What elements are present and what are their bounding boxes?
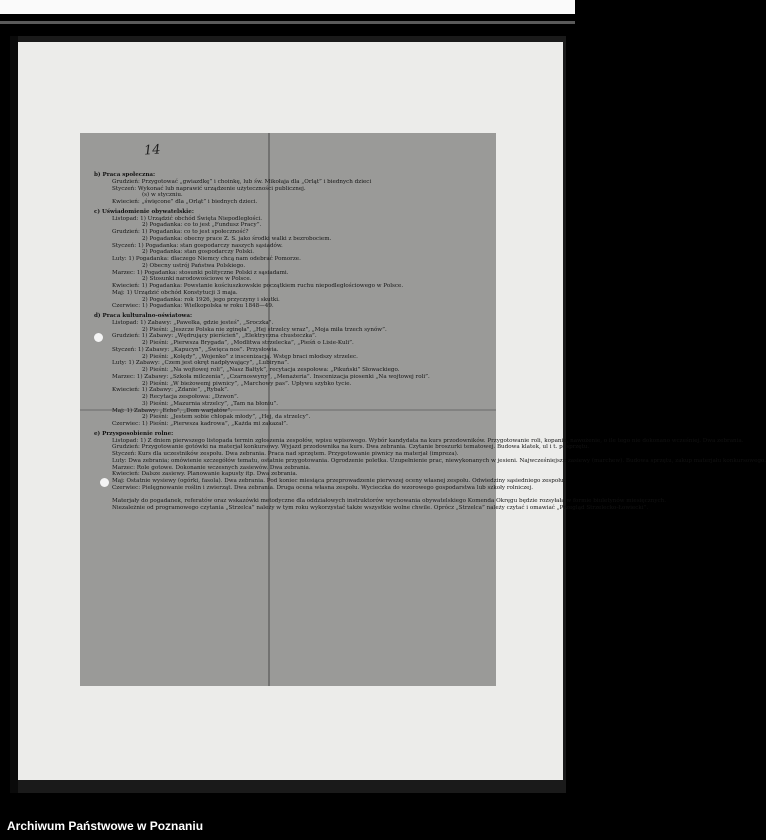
section-line: Kwiecień: 1) Pogadanka: Powstanie kościuszkowskie początkiem ruchu niepodległościowego w Polsce. bbox=[112, 283, 404, 289]
section-line: Marzec: 1) Pogadanka: stosunki polityczne Polski z sąsiadami. bbox=[112, 269, 289, 276]
section-line: Listopad: 1) Urządzić obchód Święta Niepodległości. bbox=[112, 215, 263, 222]
section-line: 2) Pogadanka: obecny prace Z. S. jako środki walki z bezrobociem. bbox=[142, 235, 332, 242]
section-line: Grudzień: Przygotowanie gotówki na materjał konkursowy. Wyjazd przodownika na kurs. Dwa zebrania. Czytanie broszurki tematowej. Budowa klatek, ul i t. p. sprzętu. bbox=[112, 444, 590, 451]
section-line: Czerwiec: Pielęgnowanie roślin i zwierząt. Dwa zebrania. Druga ocena własna zespołu. Wycieczka do wzorowego gospodarstwa lub szkoły rolniczej. bbox=[112, 484, 533, 491]
punch-hole bbox=[94, 333, 103, 342]
section-line: Grudzień: Przygotować „gwiazdkę” i choinkę, lub św. Mikołaja dla „Orląt” i biednych dzieci bbox=[112, 178, 372, 185]
archive-label: Archiwum Państwowe w Poznaniu bbox=[7, 819, 204, 833]
section-line: Marzec: 1) Zabawy: „Szkoła milczenia”, „Czarnoswyny”, „Menażeria”. Inscenizacja piosenki „Na wojtowej roli”. bbox=[112, 373, 430, 380]
section-line: 2) Pieśni: „Kolędy”, „Wojenko” z inscenizacją. Wstęp braci młodszy strzelec. bbox=[142, 353, 358, 360]
document-sheet bbox=[80, 133, 766, 686]
top-film-edge bbox=[0, 0, 575, 14]
section-line: Styczeń: Wykonać lub naprawić urządzenie użyteczności publicznej. bbox=[112, 185, 306, 192]
section-line: Maj: Ostatnie wysiewy (ogórki, fasola). Dwa zebrania. Pod koniec miesiąca przeprowadzenie pierwszej oceny własnej zespołu. Odwiedziny sąsiedniego zespołu. bbox=[112, 478, 566, 484]
section-heading: c) Uświadomienie obywatelskie: bbox=[94, 208, 194, 215]
section-line: Czerwiec: 1) Pogadanka: Wielkopolska w roku 1848—49. bbox=[112, 303, 274, 310]
section-line: Styczeń: Kurs dla uczestników zespołu. Dwa zebrania. Praca nad sprzętem. Przygotowanie piwnicy na materjał (impreza). bbox=[112, 451, 459, 457]
section-line: 2) Stosunki narodowościowe w Polsce. bbox=[142, 276, 252, 283]
section-line: 2) Pieśni: „W bieżowemj piwnicy”, „Marchowy pas”. Upływu szybko tycie. bbox=[142, 380, 352, 387]
section-line: 2) Recytacja zespołowa: „Dzwon”. bbox=[142, 394, 239, 400]
section-line: 2) Pogadanka: stan gospodarczy Polski. bbox=[142, 249, 254, 256]
section-line: Styczeń: 1) Pogadanka: stan gospodarczy naszych sąsiadów. bbox=[112, 242, 283, 249]
section-heading: d) Praca kulturalno-oświatowa: bbox=[94, 313, 193, 319]
section-line: (s) w styczniu. bbox=[142, 192, 183, 199]
section-line: Maj: 1) Zabawy: „Echo”, „Dom warjatów”. bbox=[112, 407, 232, 414]
section-line: Styczeń: 1) Zabawy: „Kapucyn”, „Święca nos”. Przysłowia. bbox=[112, 346, 279, 353]
section-line: Luty: 1) Pogadanka: dlaczego Niemcy chcą nam odebrać Pomorze. bbox=[112, 256, 301, 262]
section-line: Luty: Dwa zebrania; omówienie szczegółów tematu, ostatnie przygotowania. Ogrodzenie poletka. Uzupełnienie prac, niewykonanych w jesieni. Najwcześniejsze zasiewy (marchew). Budowa sprzętu, zakup materjału konkursowego. bbox=[112, 457, 766, 464]
section-heading: b) Praca społeczna: bbox=[94, 172, 156, 178]
section-line: Listopad: 1) Z dniem pierwszego listopada termin zgłoszenia zespołów, wpisu wpisowego. Wybór kandydata na kurs przodowników. Przygotowanie roli, kopanie, nawożenie, o ile tego nie dokonano wcześniej. Dwa zebrania. bbox=[112, 437, 744, 444]
top-film-line bbox=[0, 21, 575, 24]
closing-paragraph: Niezależnie od programowego czytania „Strzelca” należy w tym roku wykorzystać także wszystkie wolne chwile. Oprócz „Strzelca” należy czytać i omawiać „Przegląd Strzelecko-Łowiecki”. bbox=[112, 505, 649, 511]
section-line: Kwiecień: 1) Zabawy: „Zdanie”, „Rybak”. bbox=[112, 387, 229, 394]
section-line: 2) Pieśni: „Jestem sobie chłopak młody”, „Hej, da strzelcy”. bbox=[142, 414, 311, 421]
section-line: Grudzień: 1) Zabawy: „Wędrujący pierścień”, „Elektryczna chusteczka”. bbox=[112, 333, 317, 340]
film-left-edge bbox=[10, 36, 18, 793]
section-line: 2) Pieśni: „Na wojtowej roli”, „Nasz Bałtyk”, recytacja zespołowa: „Pikuński” Słowackiego. bbox=[142, 367, 400, 373]
section-line: Czerwiec: 1) Pieśni: „Pierwsza kadrowa”, „Każda mi zakazał”. bbox=[112, 421, 288, 427]
section-line: Maj: 1) Urządzić obchód Konstytucji 3 maja. bbox=[112, 289, 238, 296]
section-line: 2) Obecny ustrój Państwa Polskiego. bbox=[142, 262, 246, 269]
section-line: Kwiecień: Dalsze zasiewy. Planowanie kapusty itp. Dwa zebrania. bbox=[112, 471, 298, 478]
section-line: Marzec: Role gotowe. Dokonanie wczesnych zasiewów. Dwa zebrania. bbox=[112, 464, 311, 471]
document-text bbox=[94, 169, 766, 512]
section-line: Grudzień: 1) Pogadanka: co to jest społeczność? bbox=[112, 229, 249, 235]
section-line: 2) Pieśni: „Jeszcze Polska nie zginęła”, „Hej strzelcy wraz”, „Moja miła trzech synów”. bbox=[142, 326, 387, 333]
section-line: 3) Pieśni: „Mazurnia strzelcy”, „Tam na błoniu”. bbox=[142, 400, 279, 407]
section-line: Luty: 1) Zabawy: „Czem jest okręt nadpływający”, „Lubiryna”. bbox=[112, 360, 289, 367]
closing-paragraph: Materjały do pogadanek, referatów oraz wskazówki metodyczne dla oddziałowych instruktorów wychowania obywatelskiego Komenda Okręgu będzie rozsyłała w formie biuletynów miesięcznych. bbox=[112, 498, 667, 505]
section-line: Listopad: 1) Zabawy: „Pawełka, gdzie jesteś”, „Sroczka”. bbox=[112, 319, 274, 326]
punch-hole bbox=[100, 478, 109, 487]
section-line: 2) Pogadanka: co to jest „Fundusz Pracy”. bbox=[142, 222, 262, 229]
section-line: Kwiecień: „święcone” dla „Orląt” i biednych dzieci. bbox=[112, 199, 258, 205]
section-line: 2) Pieśni: „Pierwsza Brygada”, „Modlitwa strzelecka”, „Pieśń o Lisie-Kuli”. bbox=[142, 340, 354, 346]
section-heading: e) Przysposobienie rolne: bbox=[94, 430, 174, 437]
section-line: 2) Pogadanka: rok 1926, jego przyczyny i skutki. bbox=[142, 296, 280, 303]
handwritten-page-number: 14 bbox=[143, 142, 162, 159]
